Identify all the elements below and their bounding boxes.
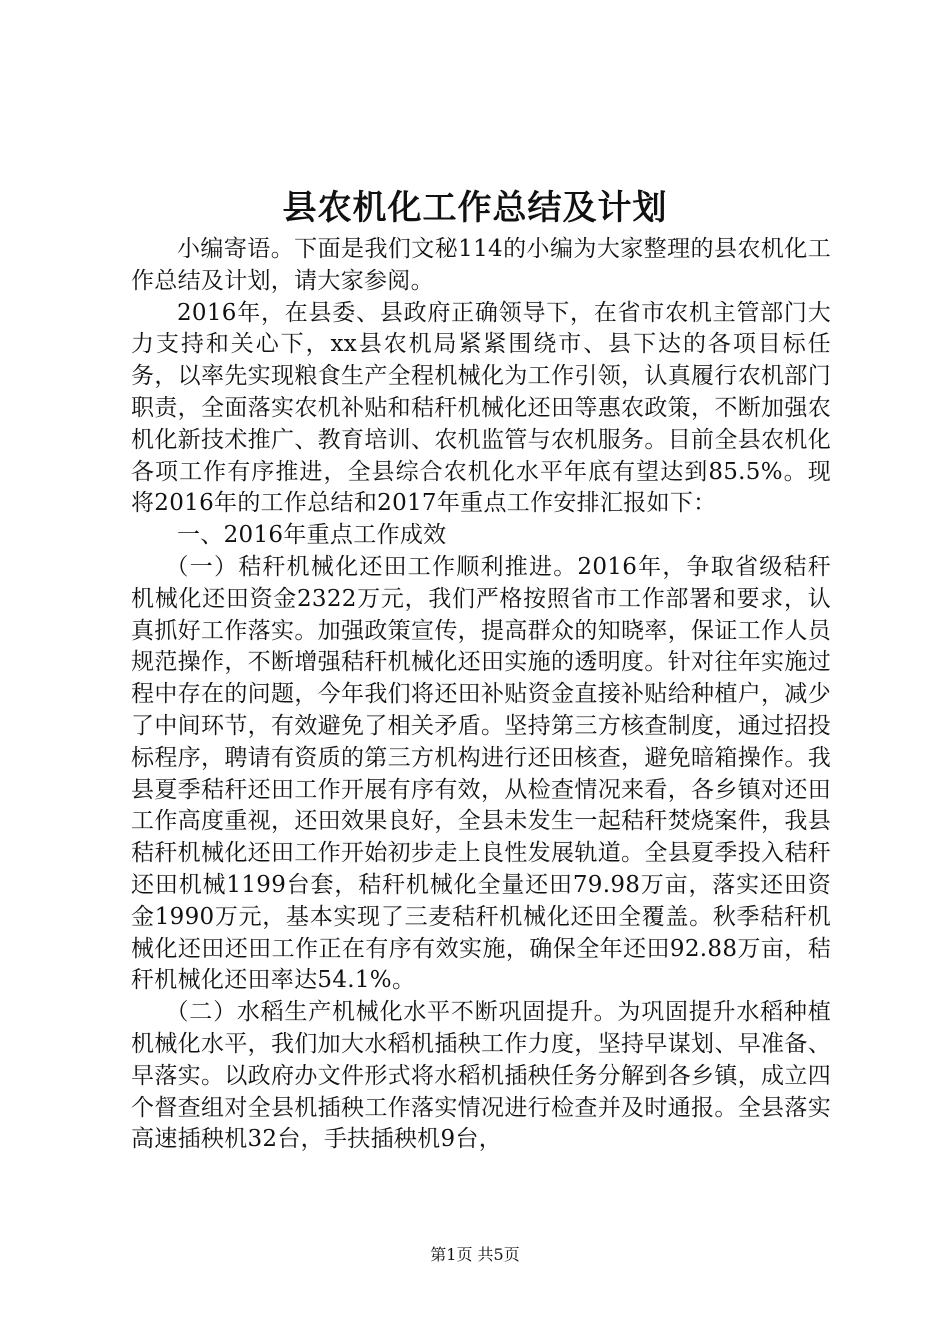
rice-mechanization-paragraph: （二）水稻生产机械化水平不断巩固提升。为巩固提升水稻种植机械化水平，我们加大水稻机插秧工作力度，坚持早谋划、早准备、早落实。以政府办文件形式将水稻机插秧任务分解到各乡镇，成立四个督查组对全县机插秧工作落实情况进行检查并及时通报。全县落实高速插秧机32台，手扶插秧机9台， [131,999,831,1153]
document-title: 县农机化工作总结及计划 [282,188,668,228]
section-heading: 一、2016年重点工作成效 [177,522,447,549]
straw-return-paragraph: （一）秸秆机械化还田工作顺利推进。2016年，争取省级秸秆机械化还田资金2322万元，我们严格按照省市工作部署和要求，认真抓好工作落实。加强政策宣传，提高群众的知晓率，保证工作人员规范操作，不断增强秸秆机械化还田实施的透明度。针对往年实施过程中存在的问题，今年我们将还田补贴资金直接补贴给种植户，减少了中间环节，有效避免了相关矛盾。坚持第三方核查制度，通过招投标程序，聘请有资质的第三方机构进行还田核查，避免暗箱操作。我县夏季秸秆还田工作开展有序有效，从检查情况来看，各乡镇对还田工作高度重视，还田效果良好，全县未发生一起秸秆焚烧案件，我县秸秆机械化还田工作开始初步走上良性发展轨道。全县夏季投入秸秆还田机械1199台套，秸秆机械化全量还田79.98万亩，落实还田资金1990万元，基本实现了三麦秸秆机械化还田全覆盖。秋季秸秆机械化还田还田工作正在有序有效实施，确保全年还田92.88万亩，秸秆机械化还田率达54.1%。 [131,553,831,994]
overview-paragraph: 2016年，在县委、县政府正确领导下，在省市农机主管部门大力支持和关心下，xx县农机局紧紧围绕市、县下达的各项目标任务，以率先实现粮食生产全程机械化为工作引领，认真履行农机部门职责，全面落实农机补贴和秸秆机械化还田等惠农政策，不断加强农机化新技术推广、教育培训、农机监管与农机服务。目前全县农机化各项工作有序推进，全县综合农机化水平年底有望达到85.5%。现将2016年的工作总结和2017年重点工作安排汇报如下： [131,299,831,517]
document-body [131,234,831,1156]
page-number-footer: 第1页 共5页 [430,1245,520,1264]
intro-paragraph: 小编寄语。下面是我们文秘114的小编为大家整理的县农机化工作总结及计划，请大家参阅。 [131,236,831,294]
